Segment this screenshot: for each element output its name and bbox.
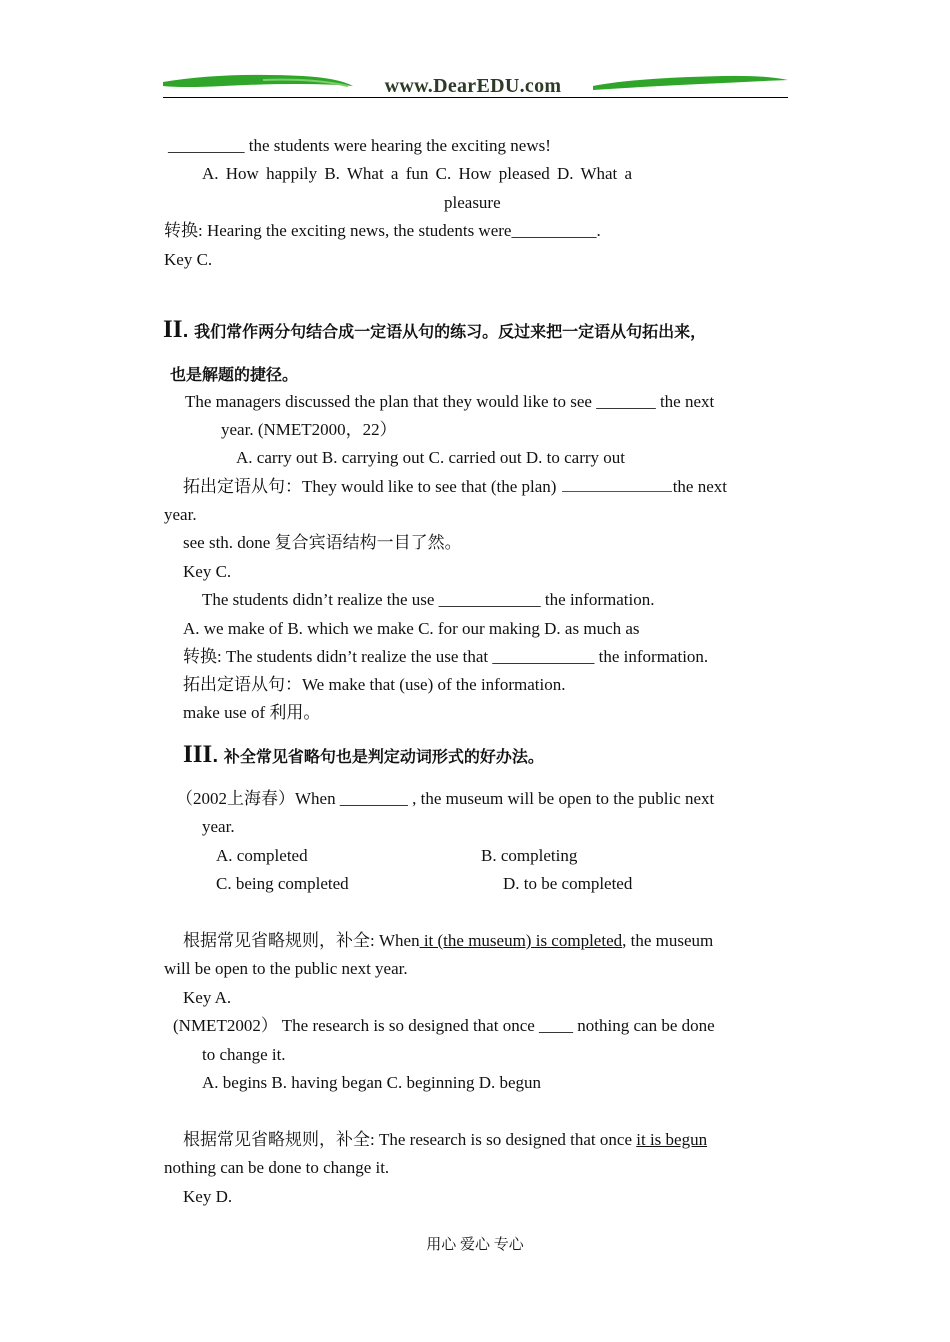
s3-q1-option-a: A. completed	[216, 846, 308, 865]
section-2-heading	[163, 316, 706, 344]
s3-q2-fill-underlined: it is begun	[636, 1130, 708, 1149]
s3-q1-option-b: B. completing	[481, 846, 578, 865]
s2-q1-expand-suffix: the next	[672, 477, 727, 496]
s3-q2-fill-prefix: 根据常见省略规则，补全: The research is so designed that once	[183, 1130, 637, 1149]
section-2-title-line2: 也是解题的捷径。	[170, 365, 299, 384]
s3-q2-fill	[183, 1130, 707, 1150]
s3-q1-fill-suffix: , the museum	[622, 931, 714, 950]
red-answer-blank	[562, 477, 672, 492]
s2-q1-expand-wrap: year.	[164, 505, 197, 524]
s2-q1-expand	[183, 477, 727, 497]
s3-q1-fill-wrap: will be open to the public next year.	[164, 959, 408, 978]
s2-q1-stem: The managers discussed the plan that they would like to see _______ the next	[185, 392, 715, 411]
s2-q2-expand: 拓出定语从句：We make that (use) of the information.	[183, 675, 566, 694]
s2-q2-options: A. we make of B. which we make C. for our making D. as much as	[183, 619, 640, 638]
s3-q1-stem: （2002上海春）When ________ , the museum will be open to the public next	[176, 789, 715, 808]
header-divider	[163, 97, 788, 98]
s3-q1-option-c: C. being completed	[216, 874, 349, 893]
s3-q1-option-d: D. to be completed	[503, 874, 633, 893]
s2-q2-stem: The students didn’t realize the use ____________ the information.	[202, 590, 655, 609]
q1-stem: _________ the students were hearing the exciting news!	[168, 136, 551, 155]
s3-q2-fill-wrap: nothing can be done to change it.	[164, 1158, 390, 1177]
s2-q1-stem-cont: year. (NMET2000，22）	[221, 420, 397, 439]
s3-q1-fill	[183, 931, 713, 951]
q1-options: A. How happily B. What a fun C. How pleased D. What a	[202, 164, 633, 183]
s3-q1-stem-cont: year.	[202, 817, 235, 836]
s2-q1-expand-prefix: 拓出定语从句：They would like to see that (the plan)	[183, 477, 561, 496]
q1-options-wrap: pleasure	[444, 193, 501, 212]
s2-q1-key: Key C.	[183, 562, 232, 581]
s2-q2-convert: 转换: The students didn’t realize the use that ____________ the information.	[183, 647, 709, 666]
s3-q1-key: Key A.	[183, 988, 232, 1007]
site-logo-text: www.DearEDU.com	[384, 75, 562, 97]
s3-q2-stem-cont: to change it.	[202, 1045, 286, 1064]
section-2-title-line1: . 我们常作两分句结合成一定语从句的练习。反过来把一定语从句拓出来，	[182, 322, 707, 341]
s2-q2-note: make use of 利用。	[183, 703, 321, 722]
section-3-heading	[183, 741, 544, 769]
q1-convert: 转换: Hearing the exciting news, the students were__________.	[164, 221, 601, 240]
s3-q1-fill-prefix: 根据常见省略规则，补全: When	[183, 931, 420, 950]
s3-q2-key: Key D.	[183, 1187, 233, 1206]
section-3-title: . 补全常见省略句也是判定动词形式的好办法。	[212, 747, 544, 766]
s3-q1-fill-underlined: it (the museum) is completed	[419, 931, 623, 950]
section-2-roman: II	[163, 316, 183, 343]
s3-q2-stem: (NMET2002） The research is so designed that once ____ nothing can be done	[173, 1016, 715, 1035]
page-footer: 用心 爱心 专心	[426, 1237, 524, 1253]
s2-q1-options: A. carry out B. carrying out C. carried out D. to carry out	[236, 448, 625, 467]
section-3-roman: III	[183, 741, 213, 768]
s3-q2-options: A. begins B. having began C. beginning D. begun	[202, 1073, 542, 1092]
q1-key: Key C.	[164, 250, 213, 269]
s2-q1-note: see sth. done 复合宾语结构一目了然。	[183, 533, 462, 552]
